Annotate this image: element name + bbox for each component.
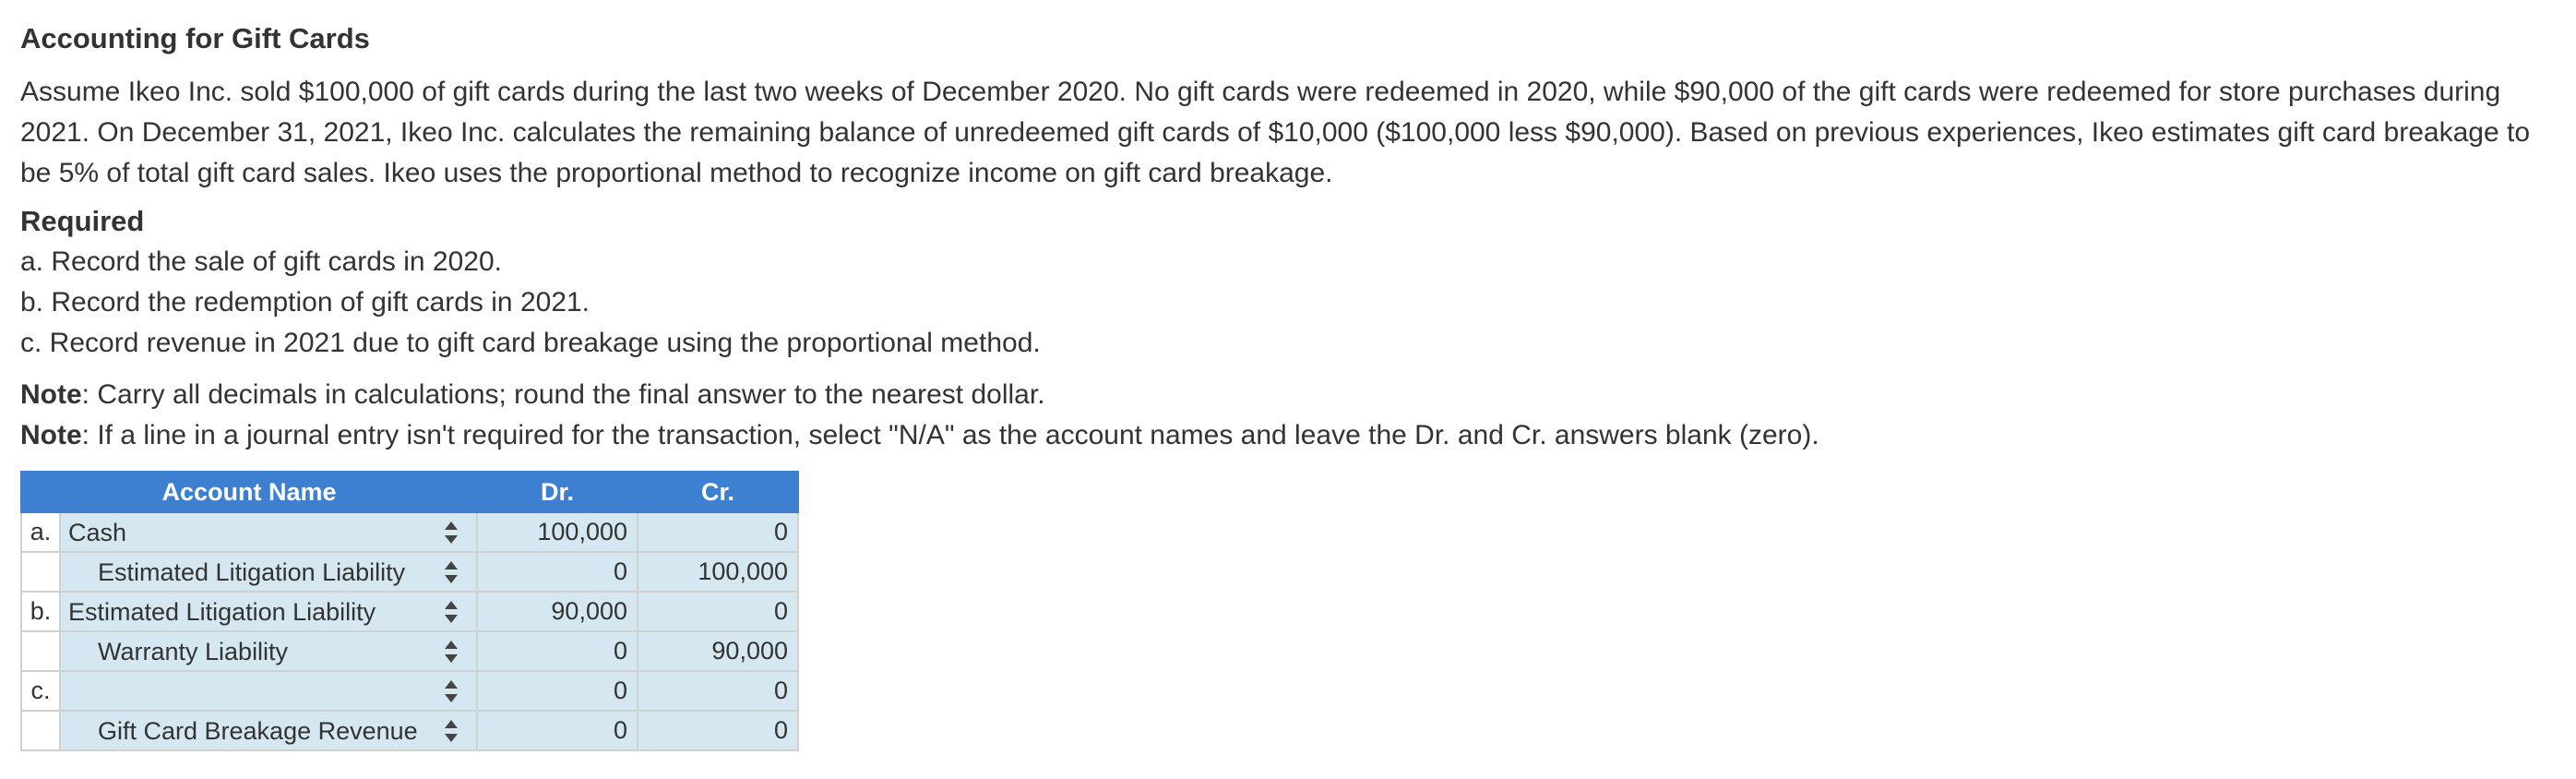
problem-title: Accounting for Gift Cards	[20, 22, 370, 54]
table-row	[21, 711, 798, 750]
note-2-text: : If a line in a journal entry isn't required for the transaction, select "N/A" as the account names and leave the Dr. and Cr. answers blank (zero).	[81, 420, 1819, 450]
row-letter	[21, 631, 60, 671]
cr-header: Cr.	[638, 472, 798, 512]
account-value: Estimated Litigation Liability	[68, 597, 376, 626]
table-row	[21, 512, 798, 552]
account-select[interactable]	[60, 512, 477, 552]
cr-input[interactable]: 0	[638, 592, 798, 631]
table-row	[21, 552, 798, 592]
row-letter	[21, 552, 60, 592]
table-row	[21, 671, 798, 711]
cr-input[interactable]: 90,000	[638, 631, 798, 671]
note-1-text: : Carry all decimals in calculations; round the final answer to the nearest dollar.	[81, 379, 1045, 410]
account-value: Warranty Liability	[98, 637, 289, 665]
cr-input[interactable]: 0	[638, 711, 798, 750]
table-header-row	[21, 472, 798, 512]
account-select[interactable]	[60, 711, 477, 750]
note-1	[20, 375, 2558, 415]
account-value: Gift Card Breakage Revenue	[98, 716, 418, 745]
required-item-b: b. Record the redemption of gift cards in 2021.	[20, 287, 590, 318]
problem-paragraph: Assume Ikeo Inc. sold $100,000 of gift cards during the last two weeks of December 2020. No gift cards were redeemed in 2020, while $90,000 of the gift cards were redeemed for store purchases during 2021. On December 31, 2021, Ikeo Inc. calculates the remaining balance of unredeemed gift cards of $10,000 ($100,000 less $90,000). Based on previous experiences, Ikeo estimates gift card breakage to be 5% of total gift card sales. Ikeo uses the proportional method to recognize income on gift card breakage.	[20, 77, 2531, 188]
account-value: Estimated Litigation Liability	[98, 557, 406, 586]
select-arrows-icon	[445, 720, 458, 742]
notes	[20, 375, 2558, 456]
table-row	[21, 592, 798, 631]
dr-input[interactable]: 0	[477, 631, 638, 671]
select-arrows-icon	[445, 680, 458, 702]
note-2-label: Note	[20, 420, 82, 450]
account-select[interactable]	[60, 671, 477, 711]
note-2	[20, 415, 2558, 456]
journal-entry-table	[20, 471, 799, 751]
select-arrows-icon	[445, 521, 458, 544]
account-select[interactable]	[60, 631, 477, 671]
account-select[interactable]	[60, 592, 477, 631]
cr-input[interactable]: 0	[638, 512, 798, 552]
dr-input[interactable]: 0	[477, 552, 638, 592]
required-heading: Required	[20, 205, 145, 237]
content-area	[20, 20, 2558, 751]
account-value: Cash	[68, 518, 127, 546]
cr-input[interactable]: 0	[638, 671, 798, 711]
dr-input[interactable]: 0	[477, 671, 638, 711]
row-letter	[21, 711, 60, 750]
row-letter: b.	[21, 592, 60, 631]
account-select[interactable]	[60, 552, 477, 592]
required-item-c: c. Record revenue in 2021 due to gift card breakage using the proportional method.	[20, 328, 1041, 358]
select-arrows-icon	[445, 601, 458, 623]
dr-input[interactable]: 100,000	[477, 512, 638, 552]
dr-input[interactable]: 90,000	[477, 592, 638, 631]
row-letter: c.	[21, 671, 60, 711]
cr-input[interactable]: 100,000	[638, 552, 798, 592]
account-name-header: Account Name	[21, 472, 477, 512]
table-row	[21, 631, 798, 671]
select-arrows-icon	[445, 561, 458, 583]
note-1-label: Note	[20, 379, 82, 410]
row-letter: a.	[21, 512, 60, 552]
dr-input[interactable]: 0	[477, 711, 638, 750]
select-arrows-icon	[445, 641, 458, 663]
dr-header: Dr.	[477, 472, 638, 512]
required-item-a: a. Record the sale of gift cards in 2020.	[20, 246, 502, 277]
